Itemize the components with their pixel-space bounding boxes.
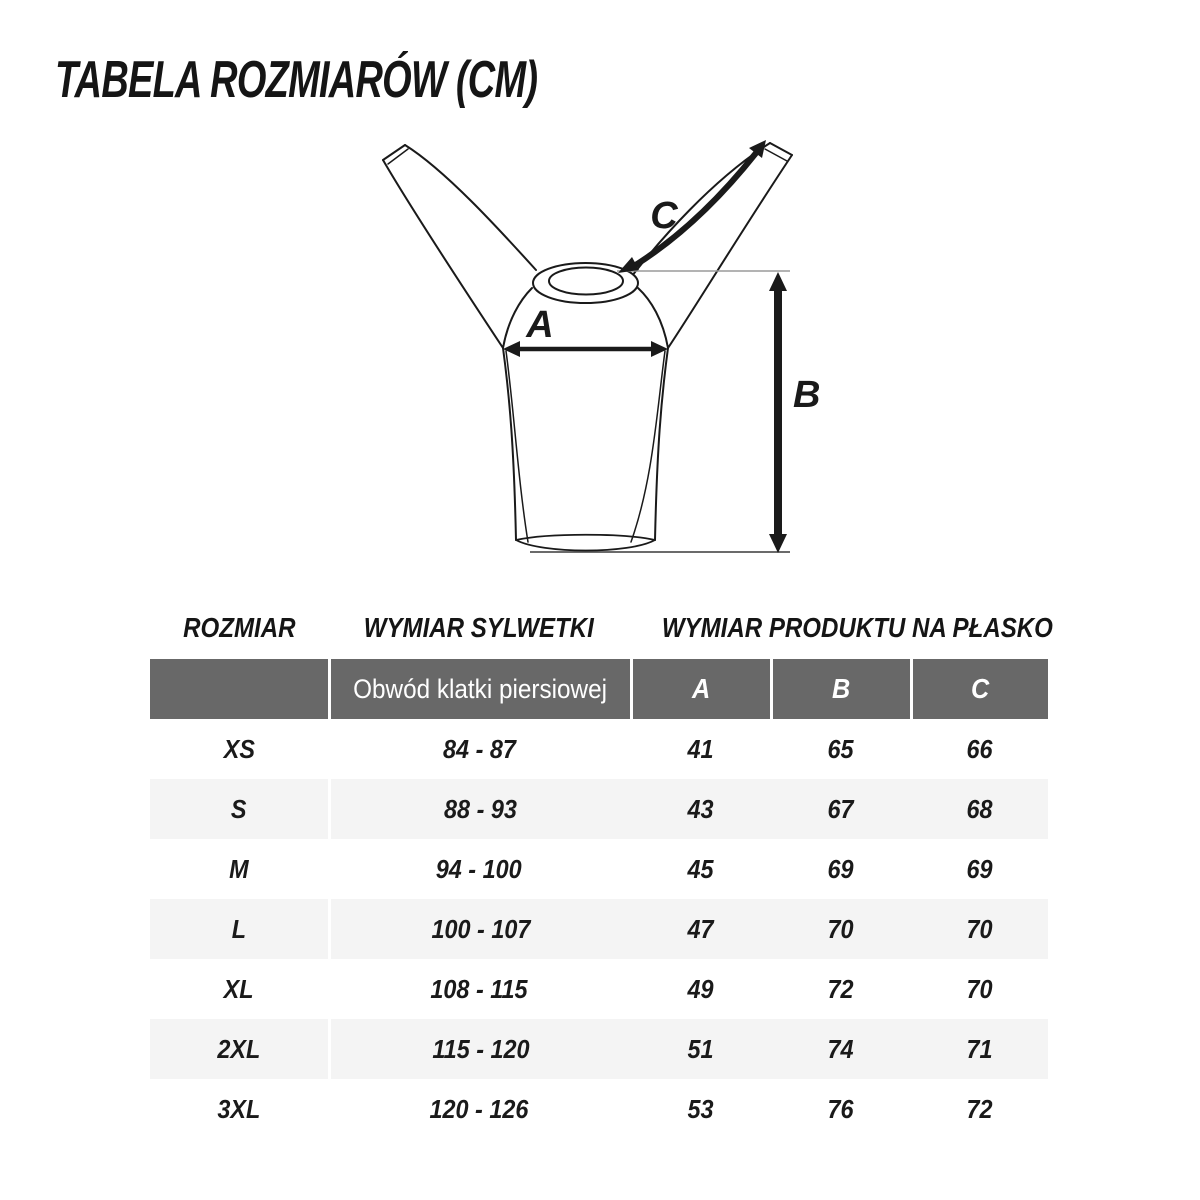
cell-chest: 88 - 93 (328, 779, 630, 839)
cell-size: XS (223, 733, 255, 764)
header-cell-b (770, 659, 910, 719)
cell-c: 66 (965, 733, 993, 764)
group-header-wymiar-produktu-label: WYMIAR PRODUKTU NA PŁASKO (661, 612, 1053, 643)
group-header-rozmiar-label: ROZMIAR (182, 612, 296, 643)
cell-size: S (150, 779, 328, 839)
hem-bottom-line (516, 540, 655, 551)
left-cuff-band (388, 149, 408, 164)
cell-a: 51 (630, 1019, 770, 1079)
diagram-label-b: B (793, 374, 821, 416)
cell-b: 74 (770, 1019, 910, 1079)
cell-size: XL (224, 973, 254, 1004)
cell-a: 47 (630, 899, 770, 959)
cell-size: 2XL (150, 1019, 328, 1079)
table-row-m (150, 839, 1048, 899)
cell-a: 41 (686, 733, 714, 764)
cell-c: 69 (965, 853, 993, 884)
header-cell-chest-label: Obwód klatki piersiowej (353, 673, 608, 704)
cell-b: 65 (826, 733, 854, 764)
table-row-xs (150, 719, 1048, 779)
header-cell-a (630, 659, 770, 719)
garment-diagram-svg (340, 110, 860, 590)
cell-chest: 100 - 107 (328, 899, 630, 959)
group-header-rozmiar (150, 613, 328, 643)
page-title: TABELA ROZMIARÓW (CM) (55, 51, 538, 109)
cell-chest: 115 - 120 (328, 1019, 630, 1079)
diagram-label-a: A (526, 304, 554, 346)
collar-opening (549, 268, 623, 295)
cell-b: 72 (826, 973, 854, 1004)
cell-b: 76 (826, 1093, 854, 1124)
table-row-3xl (150, 1079, 1048, 1139)
garment-diagram (340, 110, 860, 590)
group-header-wymiar-sylwetki-label: WYMIAR SYLWETKI (363, 612, 595, 643)
cell-size: M (229, 853, 249, 884)
cell-chest: 108 - 115 (430, 973, 528, 1004)
header-cell-size-empty (150, 659, 328, 719)
table-row-l (150, 899, 1048, 959)
table-row-2xl (150, 1019, 1048, 1079)
header-cell-chest (328, 659, 630, 719)
cell-c: 70 (965, 973, 993, 1004)
header-cell-c (910, 659, 1048, 719)
cell-b: 69 (826, 853, 854, 884)
left-cuff-edge (383, 145, 405, 160)
header-cell-b-label: B (832, 673, 851, 704)
cell-b: 67 (770, 779, 910, 839)
cell-a: 53 (686, 1093, 714, 1124)
diagram-label-c: C (650, 195, 678, 237)
cell-a: 43 (630, 779, 770, 839)
group-header-wymiar-produktu (630, 612, 1053, 643)
left-sleeve-upper-edge (405, 145, 536, 270)
cell-a: 49 (686, 973, 714, 1004)
left-sleeve-lower-edge (383, 160, 503, 348)
right-chest-seam (638, 288, 668, 348)
left-side-seam (506, 351, 528, 542)
table-row-s (150, 779, 1048, 839)
cell-c: 72 (965, 1093, 993, 1124)
cell-a: 45 (686, 853, 714, 884)
cell-chest: 84 - 87 (442, 733, 516, 764)
header-cell-c-label: C (971, 673, 990, 704)
cell-size: 3XL (217, 1093, 261, 1124)
cell-b: 70 (770, 899, 910, 959)
cell-chest: 94 - 100 (436, 853, 522, 884)
measurement-b-arrow (769, 272, 787, 553)
table-row-xl (150, 959, 1048, 1019)
header-cell-a-label: A (692, 673, 711, 704)
right-side-seam (631, 351, 665, 542)
cell-size: L (150, 899, 328, 959)
hem-top-line (516, 535, 655, 540)
cell-c: 68 (910, 779, 1048, 839)
table-header-row (150, 659, 1048, 719)
cell-c: 70 (910, 899, 1048, 959)
cell-chest: 120 - 126 (429, 1093, 529, 1124)
size-table (150, 659, 1048, 1139)
group-header-wymiar-sylwetki (328, 613, 630, 643)
cell-c: 71 (910, 1019, 1048, 1079)
